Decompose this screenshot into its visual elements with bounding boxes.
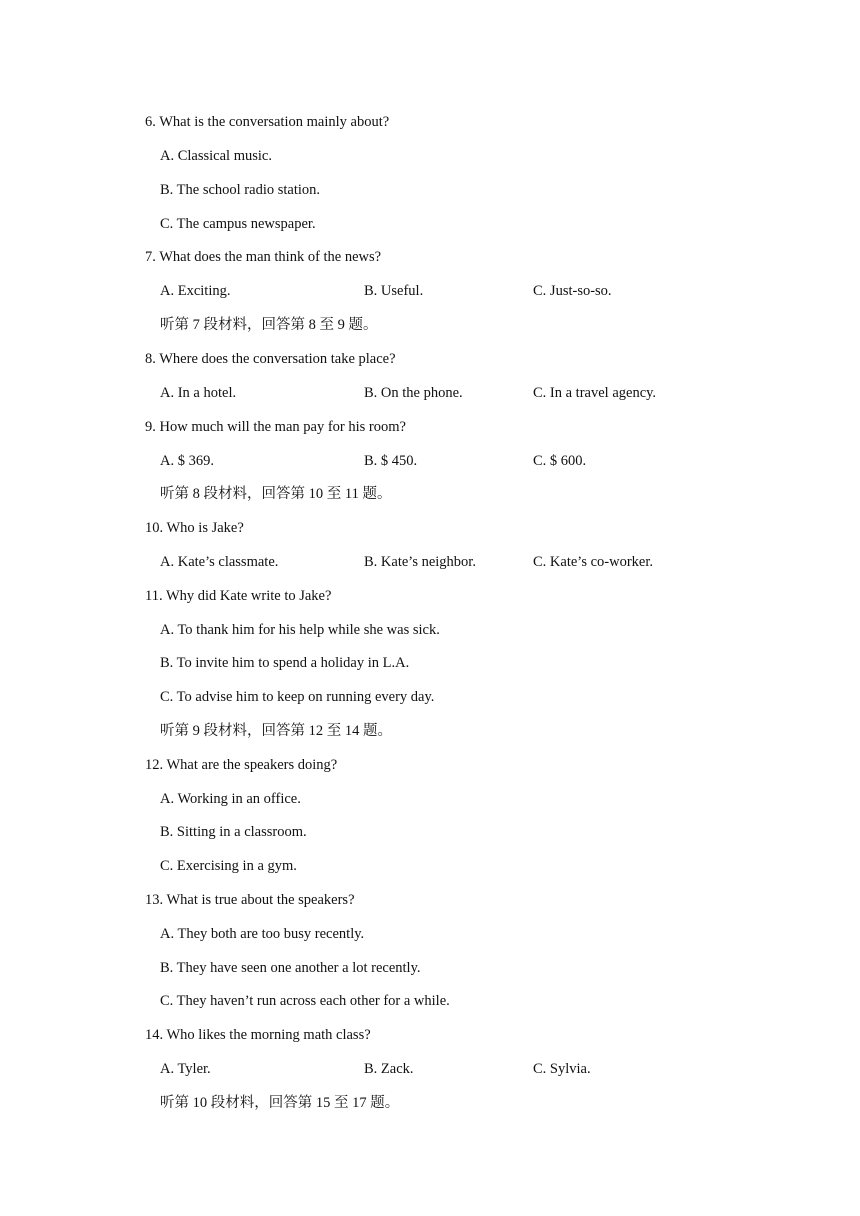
question-7-option-a: A. Exciting. [160, 283, 231, 299]
question-10-option-a: A. Kate’s classmate. [160, 554, 279, 570]
question-12-option-c: C. Exercising in a gym. [160, 858, 297, 874]
question-13-stem: 13. What is true about the speakers? [145, 892, 355, 908]
question-9-option-b: B. $ 450. [364, 453, 418, 469]
section-instruction-10: 听第 10 段材料，回答第 15 至 17 题。 [160, 1095, 400, 1111]
question-6-option-b: B. The school radio station. [160, 182, 321, 198]
question-6-stem: 6. What is the conversation mainly about? [145, 114, 390, 130]
question-9-option-a: A. $ 369. [160, 453, 214, 469]
question-11-option-a: A. To thank him for his help while she was sick. [160, 622, 440, 638]
question-6-option-c: C. The campus newspaper. [160, 216, 316, 232]
question-8-stem: 8. Where does the conversation take place? [145, 351, 396, 367]
question-14-option-a: A. Tyler. [160, 1061, 211, 1077]
section-instruction-9: 听第 9 段材料，回答第 12 至 14 题。 [160, 723, 392, 739]
question-14-stem: 14. Who likes the morning math class? [145, 1027, 371, 1043]
section-instruction-8: 听第 8 段材料，回答第 10 至 11 题。 [160, 486, 392, 502]
question-11-option-b: B. To invite him to spend a holiday in L.A. [160, 655, 410, 671]
question-9-option-c: C. $ 600. [533, 453, 587, 469]
question-10-option-b: B. Kate’s neighbor. [364, 554, 476, 570]
question-8-option-a: A. In a hotel. [160, 385, 237, 401]
question-8-option-c: C. In a travel agency. [533, 385, 657, 401]
question-11-option-c: C. To advise him to keep on running every day. [160, 689, 435, 705]
question-12-stem: 12. What are the speakers doing? [145, 757, 338, 773]
question-9-stem: 9. How much will the man pay for his room? [145, 419, 406, 435]
section-instruction-7: 听第 7 段材料，回答第 8 至 9 题。 [160, 317, 378, 333]
question-8-option-b: B. On the phone. [364, 385, 463, 401]
question-14-option-c: C. Sylvia. [533, 1061, 591, 1077]
question-12-option-b: B. Sitting in a classroom. [160, 824, 307, 840]
question-13-option-a: A. They both are too busy recently. [160, 926, 365, 942]
question-6-option-a: A. Classical music. [160, 148, 272, 164]
question-14-option-b: B. Zack. [364, 1061, 414, 1077]
question-7-option-b: B. Useful. [364, 283, 424, 299]
question-10-stem: 10. Who is Jake? [145, 520, 244, 536]
question-10-option-c: C. Kate’s co-worker. [533, 554, 653, 570]
question-13-option-c: C. They haven’t run across each other for a while. [160, 993, 450, 1009]
question-13-option-b: B. They have seen one another a lot recently. [160, 960, 421, 976]
question-7-stem: 7. What does the man think of the news? [145, 249, 382, 265]
question-12-option-a: A. Working in an office. [160, 791, 301, 807]
question-7-option-c: C. Just-so-so. [533, 283, 612, 299]
question-11-stem: 11. Why did Kate write to Jake? [145, 588, 332, 604]
